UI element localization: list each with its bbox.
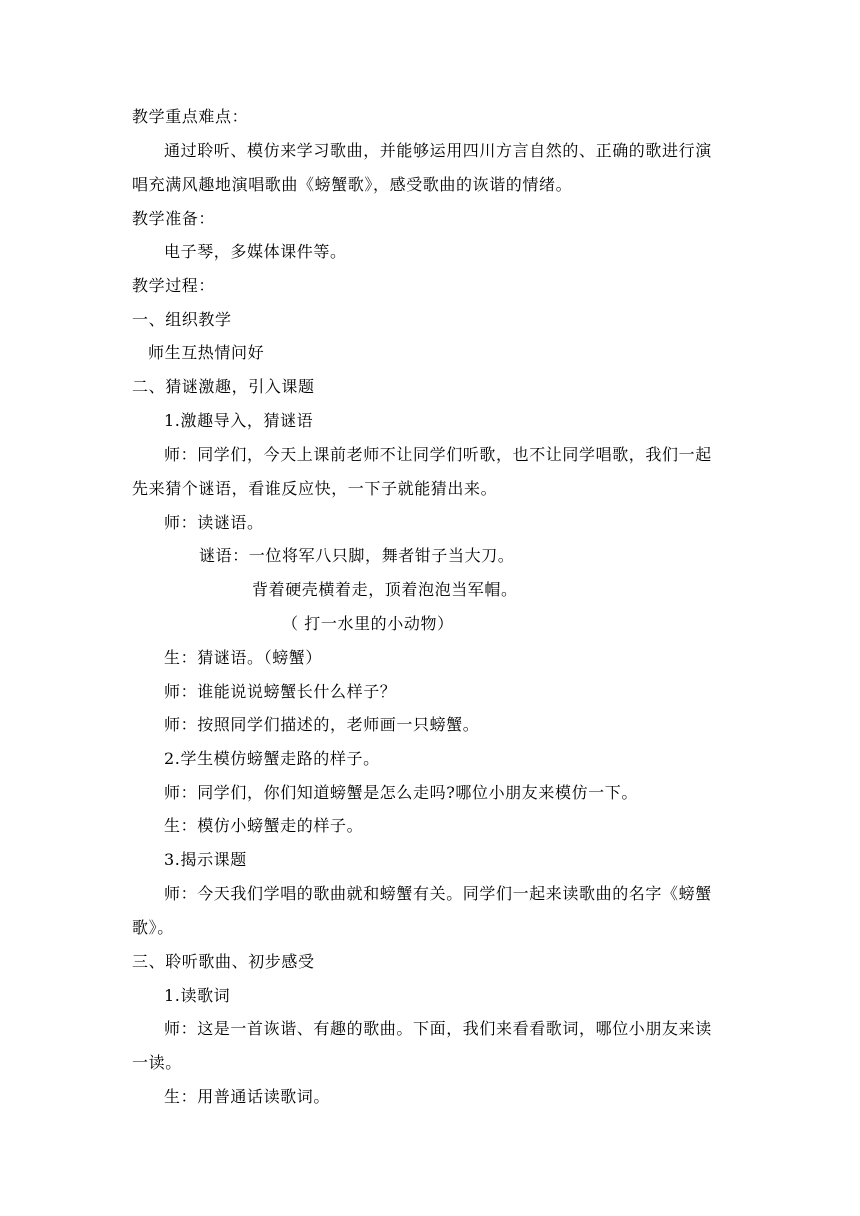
paragraph-line: 生：用普通话读歌词。 bbox=[164, 1087, 331, 1106]
section-heading: 三、聆听歌曲、初步感受 bbox=[132, 952, 315, 971]
paragraph-line: 歌》。 bbox=[132, 918, 174, 937]
list-item: 1.激趣导入，猜谜语 bbox=[164, 411, 314, 430]
riddle-line: 谜语：一位将军八只脚，舞者钳子当大刀。 bbox=[199, 546, 515, 565]
section-heading: 二、猜谜激趣，引入课题 bbox=[132, 377, 315, 396]
list-item: 1.读歌词 bbox=[164, 986, 231, 1005]
paragraph-line: 师：今天我们学唱的歌曲就和螃蟹有关。同学们一起来读歌曲的名字《螃蟹 bbox=[164, 884, 712, 903]
paragraph-line: 师：同学们，你们知道螃蟹是怎么走吗?哪位小朋友来模仿一下。 bbox=[164, 783, 638, 802]
section-heading: 一、组织教学 bbox=[132, 310, 232, 329]
riddle-hint: （ 打一水里的小动物） bbox=[282, 614, 454, 633]
paragraph-line: 电子琴，多媒体课件等。 bbox=[164, 242, 347, 261]
key-points-heading: 教学重点难点： bbox=[132, 107, 249, 126]
paragraph-line: 师：谁能说说螃蟹长什么样子？ bbox=[164, 682, 397, 701]
paragraph-line: 唱充满风趣地演唱歌曲《螃蟹歌》，感受歌曲的诙谐的情绪。 bbox=[132, 175, 573, 194]
paragraph-line: 师：按照同学们描述的，老师画一只螃蟹。 bbox=[164, 715, 480, 734]
paragraph-line: 师：同学们，今天上课前老师不让同学们听歌，也不让同学唱歌，我们一起 bbox=[164, 445, 712, 464]
paragraph-line: 先来猜个谜语，看谁反应快，一下子就能猜出来。 bbox=[132, 479, 498, 498]
paragraph-line: 师：读谜语。 bbox=[164, 513, 264, 532]
paragraph-line: 通过聆听、模仿来学习歌曲，并能够运用四川方言自然的、正确的歌进行演 bbox=[164, 141, 712, 160]
paragraph-line: 一读。 bbox=[132, 1053, 182, 1072]
prep-heading: 教学准备： bbox=[132, 209, 216, 228]
list-item: 2.学生模仿螃蟹走路的样子。 bbox=[164, 749, 380, 768]
paragraph-line: 生：模仿小螃蟹走的样子。 bbox=[164, 816, 364, 835]
paragraph-line: 师生互热情问好 bbox=[148, 343, 265, 362]
riddle-line: 背着硬壳横着走，顶着泡泡当军帽。 bbox=[252, 580, 518, 599]
process-heading: 教学过程： bbox=[132, 276, 216, 295]
list-item: 3.揭示课题 bbox=[164, 850, 247, 869]
paragraph-line: 师：这是一首诙谐、有趣的歌曲。下面，我们来看看歌词，哪位小朋友来读 bbox=[164, 1019, 712, 1038]
paragraph-line: 生：猜谜语。（螃蟹） bbox=[164, 648, 323, 667]
